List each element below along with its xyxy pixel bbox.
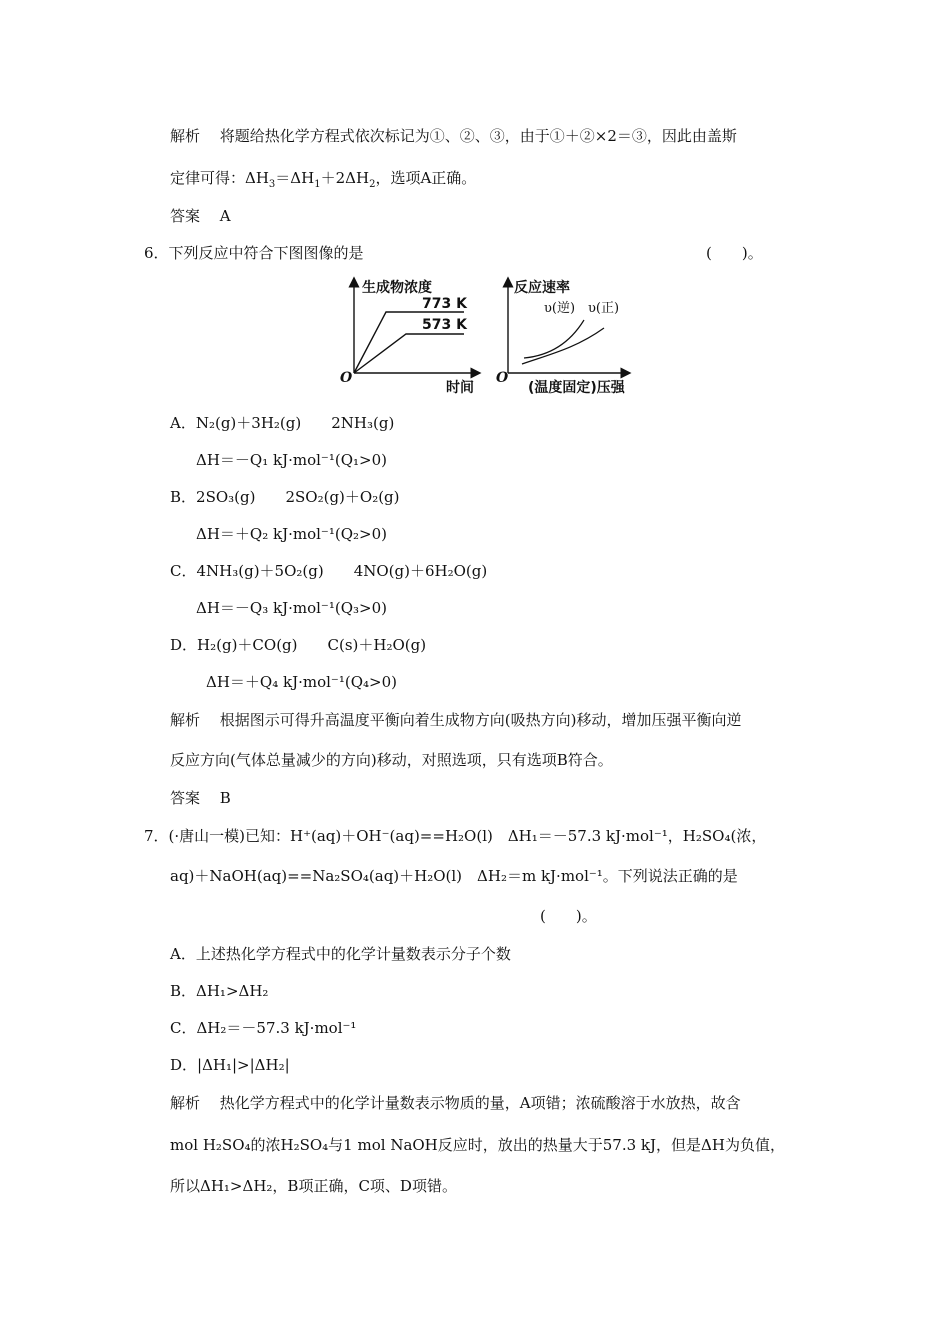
analysis-text: 热化学方程式中的化学计量数表示物质的量，A项错；浓硫酸溶于水放热，故含	[219, 1094, 741, 1112]
v-reverse-label: υ(逆)	[544, 301, 576, 316]
q6-option-b-equation: B．2SO₃(g) 2SO₂(g)＋O₂(g)	[170, 488, 400, 506]
q7-stem-line-2: aq)＋NaOH(aq)==Na₂SO₄(aq)＋H₂O(l) ΔH₂＝m kJ·mol⁻¹。下列说法正确的是	[170, 867, 738, 885]
analysis-text: 根据图示可得升高温度平衡向着生成物方向(吸热方向)移动，增加压强平衡向逆	[219, 711, 742, 729]
q7-analysis-line-2: mol H₂SO₄的浓H₂SO₄与1 mol NaOH反应时，放出的热量大于57.3 kJ，但是ΔH为负值，	[170, 1136, 785, 1154]
curve-v-reverse	[524, 320, 584, 358]
q6-option-a-equation: A．N₂(g)＋3H₂(g) 2NH₃(g)	[170, 414, 395, 432]
q6-option-b-enthalpy: ΔH＝＋Q₂ kJ·mol⁻¹(Q₂>0)	[196, 525, 387, 543]
q6-figure	[336, 268, 646, 398]
q6-figure-svg	[336, 268, 646, 398]
q5-analysis-line-1	[170, 126, 737, 146]
right-x-label: (温度固定)压强	[528, 380, 625, 396]
q6-stem: 6．下列反应中符合下图图像的是	[144, 244, 364, 262]
right-y-label: 反应速率	[514, 280, 570, 296]
answer-value: B	[219, 789, 231, 807]
q6-analysis-line-1	[170, 710, 742, 730]
analysis-text: 定律可得：ΔH	[170, 169, 269, 187]
q7-analysis-line-1	[170, 1093, 741, 1113]
q6-answer-blank: ( )。	[706, 244, 763, 262]
curve-573k	[354, 334, 464, 373]
subscript: 3	[268, 179, 276, 190]
q5-answer	[170, 206, 231, 226]
subscript: 2	[369, 179, 376, 190]
q7-option-d: D．|ΔH₁|>|ΔH₂|	[170, 1056, 290, 1074]
q7-option-a: A．上述热化学方程式中的化学计量数表示分子个数	[170, 945, 511, 963]
analysis-text: ＋2ΔH	[320, 169, 370, 187]
q6-answer	[170, 788, 231, 808]
left-origin: O	[340, 370, 353, 386]
q7-option-c: C．ΔH₂＝－57.3 kJ·mol⁻¹	[170, 1019, 357, 1037]
q6-option-d-enthalpy: ΔH＝＋Q₄ kJ·mol⁻¹(Q₄>0)	[206, 673, 397, 691]
v-forward-label: υ(正)	[588, 301, 620, 316]
q7-stem-line-1: 7．(·唐山一模)已知：H⁺(aq)＋OH⁻(aq)==H₂O(l) ΔH₁＝－57.3 kJ·mol⁻¹，H₂SO₄(浓，	[144, 827, 767, 845]
left-x-label: 时间	[446, 380, 474, 396]
analysis-label: 解析	[170, 127, 201, 145]
q6-analysis-line-2: 反应方向(气体总量减少的方向)移动，对照选项，只有选项B符合。	[170, 751, 613, 769]
q7-analysis-line-3: 所以ΔH₁>ΔH₂，B项正确，C项、D项错。	[170, 1177, 457, 1195]
q6-option-c-equation: C．4NH₃(g)＋5O₂(g) 4NO(g)＋6H₂O(g)	[170, 562, 488, 580]
q5-analysis-line-2	[170, 168, 476, 188]
answer-label: 答案	[170, 789, 201, 807]
subscript: 1	[314, 179, 321, 190]
analysis-label: 解析	[170, 711, 201, 729]
right-origin: O	[496, 370, 509, 386]
analysis-text: ＝ΔH	[275, 169, 315, 187]
answer-value: A	[219, 207, 231, 225]
analysis-text: 将题给热化学方程式依次标记为①、②、③，由于①＋②×2＝③，因此由盖斯	[219, 127, 737, 145]
curve-573k-label: 573 K	[422, 317, 467, 333]
curve-773k-label: 773 K	[422, 296, 467, 312]
curve-v-forward	[522, 328, 604, 364]
left-y-label: 生成物浓度	[362, 280, 432, 296]
analysis-text: ，选项A正确。	[375, 169, 477, 187]
answer-label: 答案	[170, 207, 201, 225]
q6-option-c-enthalpy: ΔH＝－Q₃ kJ·mol⁻¹(Q₃>0)	[196, 599, 387, 617]
q6-option-d-equation: D．H₂(g)＋CO(g) C(s)＋H₂O(g)	[170, 636, 427, 654]
q7-answer-blank: ( )。	[540, 907, 597, 925]
q7-option-b: B．ΔH₁>ΔH₂	[170, 982, 269, 1000]
q6-option-a-enthalpy: ΔH＝－Q₁ kJ·mol⁻¹(Q₁>0)	[196, 451, 387, 469]
analysis-label: 解析	[170, 1094, 201, 1112]
